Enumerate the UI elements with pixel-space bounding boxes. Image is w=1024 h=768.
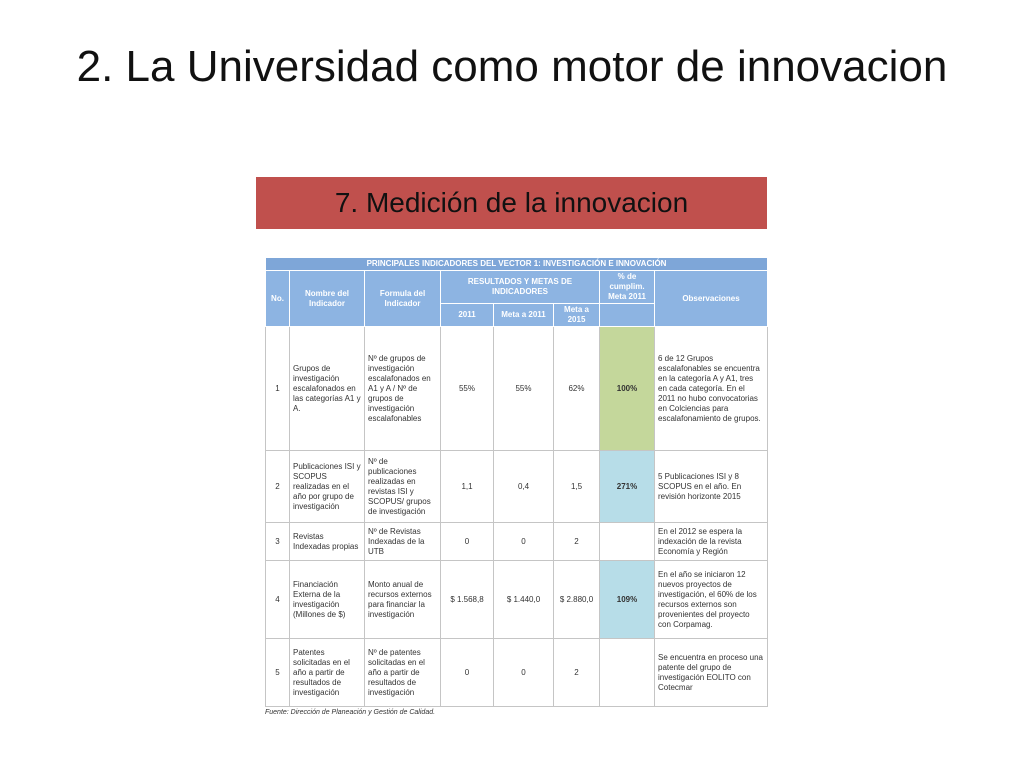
cell-formula: Nº de grupos de investigación escalafonados en A1 y A / Nº de grupos de investigación escalafonables [365, 327, 441, 451]
cell-meta-2015: 2 [554, 523, 600, 561]
col-header-resultados: RESULTADOS Y METAS DE INDICADORES [441, 271, 600, 304]
cell-meta-2015: 62% [554, 327, 600, 451]
col-header-nombre: Nombre del Indicador [290, 271, 365, 327]
cell-formula: Nº de publicaciones realizadas en revistas ISI y SCOPUS/ grupos de investigación [365, 451, 441, 523]
cell-2011: 0 [441, 523, 494, 561]
col-header-2011: 2011 [441, 304, 494, 327]
cell-meta-2011: 0,4 [494, 451, 554, 523]
col-header-meta-2015: Meta a 2015 [554, 304, 600, 327]
col-header-formula: Formula del Indicador [365, 271, 441, 327]
cell-meta-2015: $ 2.880,0 [554, 561, 600, 639]
col-header-cumplim-spacer [600, 304, 655, 327]
cell-observaciones: 5 Publicaciones ISI y 8 SCOPUS en el año. En revisión horizonte 2015 [655, 451, 768, 523]
cell-formula: Nº de patentes solicitadas en el año a partir de resultados de investigación [365, 639, 441, 707]
section-subtitle: 7. Medición de la innovacion [256, 177, 767, 229]
cell-nombre: Grupos de investigación escalafonados en las categorías A1 y A. [290, 327, 365, 451]
cell-no: 2 [266, 451, 290, 523]
cell-formula: Monto anual de recursos externos para financiar la investigación [365, 561, 441, 639]
cell-no: 4 [266, 561, 290, 639]
col-header-cumplim: % de cumplim. Meta 2011 [600, 271, 655, 304]
cell-nombre: Publicaciones ISI y SCOPUS realizadas en el año por grupo de investigación [290, 451, 365, 523]
table-row [266, 523, 768, 561]
cell-observaciones: Se encuentra en proceso una patente del grupo de investigación EOLITO con Cotecmar [655, 639, 768, 707]
table-source-note: Fuente: Dirección de Planeación y Gestión de Calidad. [265, 709, 436, 716]
cell-observaciones: 6 de 12 Grupos escalafonables se encuentra en la categoría A y A1, tres en cada categoría. En el 2011 no hubo convocatorias en Colciencias para escalafonamiento de grupos. [655, 327, 768, 451]
cell-2011: 55% [441, 327, 494, 451]
cell-formula: Nº de Revistas Indexadas de la UTB [365, 523, 441, 561]
cell-2011: $ 1.568,8 [441, 561, 494, 639]
col-header-meta-2011: Meta a 2011 [494, 304, 554, 327]
indicators-table [265, 257, 768, 707]
cell-cumplim [600, 639, 655, 707]
slide-title: 2. La Universidad como motor de innovacion [76, 42, 948, 91]
cell-no: 5 [266, 639, 290, 707]
cell-meta-2015: 1,5 [554, 451, 600, 523]
cell-cumplim: 271% [600, 451, 655, 523]
col-header-observaciones: Observaciones [655, 271, 768, 327]
cell-no: 1 [266, 327, 290, 451]
cell-meta-2011: 0 [494, 639, 554, 707]
cell-cumplim [600, 523, 655, 561]
cell-meta-2011: $ 1.440,0 [494, 561, 554, 639]
cell-nombre: Financiación Externa de la investigación (Millones de $) [290, 561, 365, 639]
table-row [266, 327, 768, 451]
col-header-no: No. [266, 271, 290, 327]
cell-meta-2015: 2 [554, 639, 600, 707]
cell-2011: 0 [441, 639, 494, 707]
cell-meta-2011: 55% [494, 327, 554, 451]
table-main-header: PRINCIPALES INDICADORES DEL VECTOR 1: INVESTIGACIÓN E INNOVACIÓN [266, 258, 768, 271]
indicators-table-image [265, 257, 767, 716]
table-row [266, 451, 768, 523]
cell-observaciones: En el año se iniciaron 12 nuevos proyectos de investigación, el 60% de los recursos externos son provenientes del proyecto con Corpamag. [655, 561, 768, 639]
cell-cumplim: 100% [600, 327, 655, 451]
cell-cumplim: 109% [600, 561, 655, 639]
table-row [266, 639, 768, 707]
table-row [266, 561, 768, 639]
cell-no: 3 [266, 523, 290, 561]
cell-observaciones: En el 2012 se espera la indexación de la revista Economía y Región [655, 523, 768, 561]
cell-nombre: Patentes solicitadas en el año a partir de resultados de investigación [290, 639, 365, 707]
cell-2011: 1,1 [441, 451, 494, 523]
cell-nombre: Revistas Indexadas propias [290, 523, 365, 561]
cell-meta-2011: 0 [494, 523, 554, 561]
